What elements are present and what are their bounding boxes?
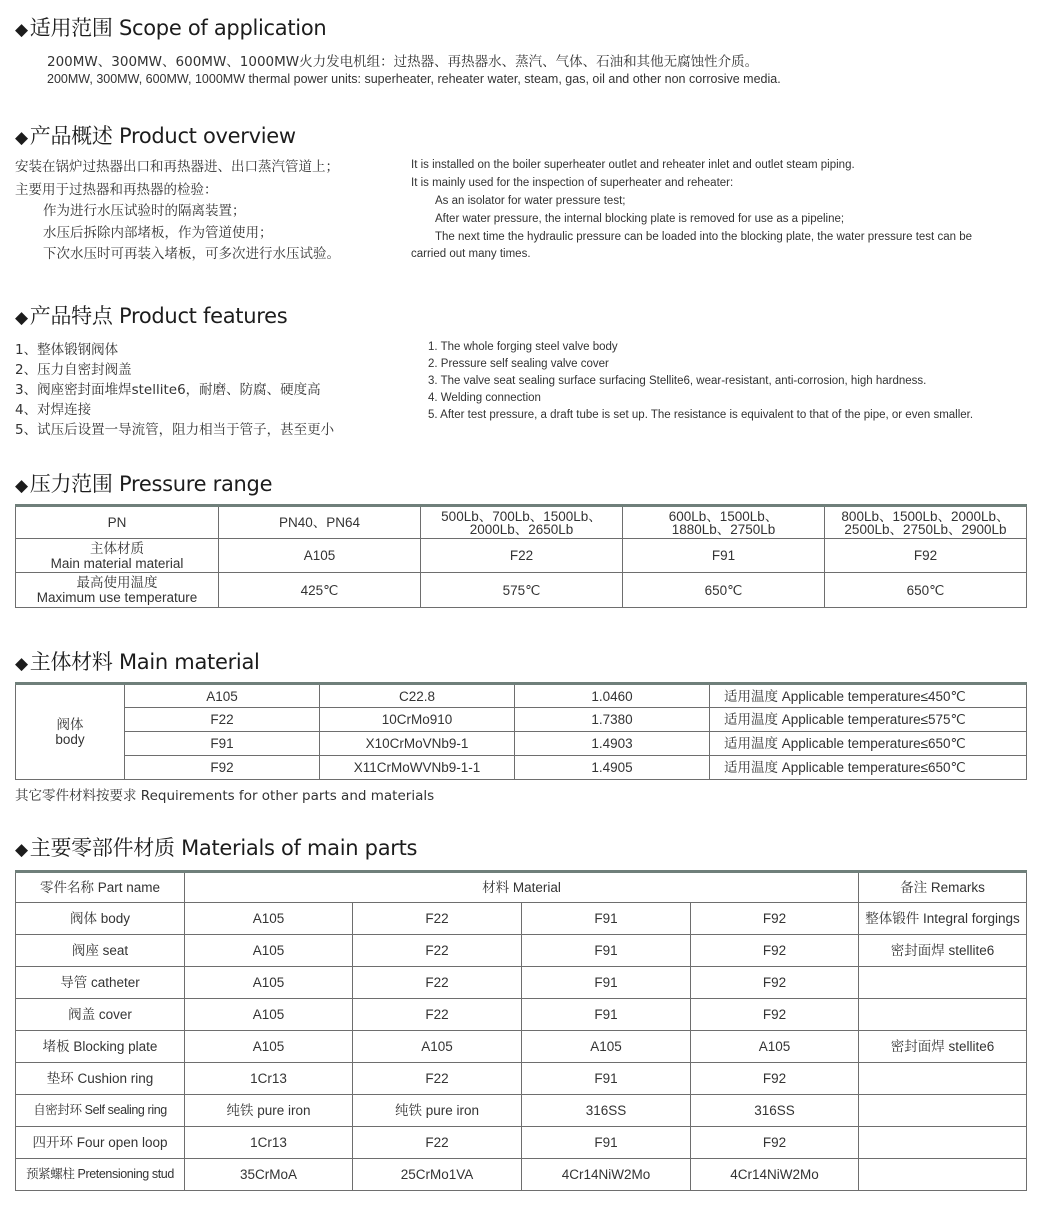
table-cell: PN — [16, 506, 219, 539]
main-material-table — [15, 682, 1027, 780]
section-title-main-material: ◆主体材料 Main material — [15, 650, 260, 674]
table-cell: PN40、PN64 — [219, 506, 421, 539]
table-cell: 1.4905 — [515, 756, 710, 780]
table-header-row — [16, 872, 1027, 903]
table-cell: 600Lb、1500Lb、 1880Lb、2750Lb — [623, 506, 825, 539]
material-cell: 4Cr14NiW2Mo — [691, 1159, 859, 1191]
table-row — [16, 967, 1027, 999]
table-row — [16, 999, 1027, 1031]
table-cell: 适用温度 Applicable temperature≤650℃ — [710, 732, 1027, 756]
table-cell: F22 — [421, 539, 623, 573]
other-parts-note: 其它零件材料按要求 Requirements for other parts and materials — [15, 788, 435, 804]
pressure-table — [15, 504, 1027, 608]
diamond-bullet-icon: ◆ — [15, 128, 28, 148]
overview-cn-line: 水压后拆除内部堵板，作为管道使用； — [43, 225, 273, 241]
feature-en-line: 3. The valve seat sealing surface surfacing Stellite6, wear-resistant, anti-corrosion, high hardness. — [428, 375, 927, 387]
diamond-bullet-icon: ◆ — [15, 20, 28, 40]
table-cell: F92 — [125, 756, 320, 780]
part-name-cell: 阀体 body — [16, 903, 185, 935]
table-row — [16, 573, 1027, 608]
section-title-overview: ◆产品概述 Product overview — [15, 124, 296, 148]
overview-cn-line: 作为进行水压试验时的隔离装置； — [43, 203, 246, 219]
header-remarks: 备注 Remarks — [859, 872, 1027, 903]
material-cell: 25CrMo1VA — [353, 1159, 522, 1191]
body-label-cell: 阀体 body — [16, 684, 125, 780]
material-cell: F91 — [522, 1127, 691, 1159]
overview-en-line: After water pressure, the internal blocking plate is removed for use as a pipeline; — [435, 213, 845, 225]
table-cell: 适用温度 Applicable temperature≤650℃ — [710, 756, 1027, 780]
feature-en-line: 1. The whole forging steel valve body — [428, 341, 618, 353]
header-material: 材料 Material — [185, 872, 859, 903]
material-cell: F92 — [691, 967, 859, 999]
feature-en-line: 5. After test pressure, a draft tube is set up. The resistance is equivalent to that of the pipe, or even smaller. — [428, 409, 974, 421]
material-cell: A105 — [185, 1031, 353, 1063]
material-cell: F92 — [691, 1127, 859, 1159]
table-row — [16, 539, 1027, 573]
part-name-cell: 四开环 Four open loop — [16, 1127, 185, 1159]
material-cell: 316SS — [691, 1095, 859, 1127]
remark-cell — [859, 967, 1027, 999]
remark-cell — [859, 1127, 1027, 1159]
feature-cn-line: 4、对焊连接 — [15, 402, 92, 418]
table-cell: 适用温度 Applicable temperature≤575℃ — [710, 708, 1027, 732]
remark-cell — [859, 1095, 1027, 1127]
material-cell: F22 — [353, 999, 522, 1031]
scope-text-cn: 200MW、300MW、600MW、1000MW火力发电机组：过热器、再热器水、蒸汽、气体、石油和其他无腐蚀性介质。 — [47, 54, 759, 70]
part-name-cell: 垫环 Cushion ring — [16, 1063, 185, 1095]
remark-cell: 密封面焊 stellite6 — [859, 935, 1027, 967]
material-cell: F91 — [522, 935, 691, 967]
table-row — [16, 756, 1027, 780]
table-cell: F92 — [825, 539, 1027, 573]
table-row — [16, 935, 1027, 967]
material-cell: 纯铁 pure iron — [353, 1095, 522, 1127]
material-cell: 1Cr13 — [185, 1127, 353, 1159]
table-cell: F22 — [125, 708, 320, 732]
material-cell: A105 — [185, 967, 353, 999]
material-cell: A105 — [185, 935, 353, 967]
part-name-cell: 堵板 Blocking plate — [16, 1031, 185, 1063]
material-cell: A105 — [185, 999, 353, 1031]
material-cell: 4Cr14NiW2Mo — [522, 1159, 691, 1191]
section-title-pressure: ◆压力范围 Pressure range — [15, 472, 273, 496]
table-cell: A105 — [125, 684, 320, 708]
material-cell: F91 — [522, 967, 691, 999]
table-row — [16, 708, 1027, 732]
material-cell: F91 — [522, 999, 691, 1031]
material-cell: F91 — [522, 903, 691, 935]
material-cell: F22 — [353, 1127, 522, 1159]
diamond-bullet-icon: ◆ — [15, 840, 28, 860]
material-cell: 35CrMoA — [185, 1159, 353, 1191]
section-title-parts: ◆主要零部件材质 Materials of main parts — [15, 836, 418, 860]
material-cell: F92 — [691, 935, 859, 967]
part-name-cell: 阀盖 cover — [16, 999, 185, 1031]
table-cell: C22.8 — [320, 684, 515, 708]
table-cell: 575℃ — [421, 573, 623, 608]
material-cell: F92 — [691, 999, 859, 1031]
table-cell: 800Lb、1500Lb、2000Lb、 2500Lb、2750Lb、2900Lb — [825, 506, 1027, 539]
overview-en-line: The next time the hydraulic pressure can be loaded into the blocking plate, the water pressure test can be — [435, 231, 972, 243]
diamond-bullet-icon: ◆ — [15, 308, 28, 328]
material-cell: F91 — [522, 1063, 691, 1095]
section-title-scope: ◆适用范围 Scope of application — [15, 16, 327, 40]
table-row — [16, 1127, 1027, 1159]
overview-cn-line: 安装在锅炉过热器出口和再热器进、出口蒸汽管道上； — [15, 159, 339, 175]
overview-en-line: It is mainly used for the inspection of superheater and reheater: — [411, 177, 734, 189]
diamond-bullet-icon: ◆ — [15, 654, 28, 674]
table-row — [16, 1031, 1027, 1063]
table-cell: 1.0460 — [515, 684, 710, 708]
material-cell: A105 — [691, 1031, 859, 1063]
overview-en-line: carried out many times. — [411, 248, 531, 260]
part-name-cell: 阀座 seat — [16, 935, 185, 967]
remark-cell: 整体锻件 Integral forgings — [859, 903, 1027, 935]
feature-en-line: 4. Welding connection — [428, 392, 541, 404]
table-row — [16, 1063, 1027, 1095]
feature-cn-line: 1、整体锻钢阀体 — [15, 342, 119, 358]
feature-cn-line: 3、阀座密封面堆焊stellite6，耐磨、防腐、硬度高 — [15, 382, 321, 398]
material-cell: 316SS — [522, 1095, 691, 1127]
material-cell: F92 — [691, 1063, 859, 1095]
table-cell: 适用温度 Applicable temperature≤450℃ — [710, 684, 1027, 708]
part-name-cell: 预紧螺柱 Pretensioning stud — [16, 1159, 185, 1191]
scope-text-en: 200MW, 300MW, 600MW, 1000MW thermal power units: superheater, reheater water, steam, gas, oil and other non corrosive media. — [47, 72, 781, 86]
section-title-features: ◆产品特点 Product features — [15, 304, 288, 328]
material-cell: 纯铁 pure iron — [185, 1095, 353, 1127]
table-row — [16, 1095, 1027, 1127]
material-cell: F22 — [353, 967, 522, 999]
table-cell: 650℃ — [825, 573, 1027, 608]
table-cell: 1.7380 — [515, 708, 710, 732]
table-cell: 650℃ — [623, 573, 825, 608]
table-cell: F91 — [125, 732, 320, 756]
table-cell: X11CrMoWVNb9-1-1 — [320, 756, 515, 780]
table-cell: 425℃ — [219, 573, 421, 608]
table-cell: F91 — [623, 539, 825, 573]
remark-cell — [859, 999, 1027, 1031]
table-row — [16, 903, 1027, 935]
material-cell: 1Cr13 — [185, 1063, 353, 1095]
material-cell: F22 — [353, 1063, 522, 1095]
table-cell: 最高使用温度 Maximum use temperature — [16, 573, 219, 608]
remark-cell — [859, 1063, 1027, 1095]
header-part-name: 零件名称 Part name — [16, 872, 185, 903]
material-cell: A105 — [185, 903, 353, 935]
diamond-bullet-icon: ◆ — [15, 476, 28, 496]
material-cell: F22 — [353, 903, 522, 935]
part-name-cell: 自密封环 Self sealing ring — [16, 1095, 185, 1127]
table-row — [16, 684, 1027, 708]
part-name-cell: 导管 catheter — [16, 967, 185, 999]
remark-cell — [859, 1159, 1027, 1191]
material-cell: F22 — [353, 935, 522, 967]
material-cell: F92 — [691, 903, 859, 935]
table-row — [16, 732, 1027, 756]
parts-table — [15, 870, 1027, 1191]
feature-en-line: 2. Pressure self sealing valve cover — [428, 358, 609, 370]
table-cell: 1.4903 — [515, 732, 710, 756]
table-cell: 主体材质 Main material material — [16, 539, 219, 573]
material-cell: A105 — [353, 1031, 522, 1063]
overview-cn-line: 主要用于过热器和再热器的检验： — [15, 182, 218, 198]
overview-en-line: It is installed on the boiler superheater outlet and reheater inlet and outlet steam piping. — [411, 159, 855, 171]
table-cell: 10CrMo910 — [320, 708, 515, 732]
table-row — [16, 506, 1027, 539]
table-cell: X10CrMoVNb9-1 — [320, 732, 515, 756]
table-row — [16, 1159, 1027, 1191]
material-cell: A105 — [522, 1031, 691, 1063]
table-cell: A105 — [219, 539, 421, 573]
feature-cn-line: 2、压力自密封阀盖 — [15, 362, 132, 378]
feature-cn-line: 5、试压后设置一导流管，阻力相当于管子，甚至更小 — [15, 422, 335, 438]
remark-cell: 密封面焊 stellite6 — [859, 1031, 1027, 1063]
overview-cn-line: 下次水压时可再装入堵板，可多次进行水压试验。 — [43, 246, 340, 262]
overview-en-line: As an isolator for water pressure test; — [435, 195, 626, 207]
table-cell: 500Lb、700Lb、1500Lb、 2000Lb、2650Lb — [421, 506, 623, 539]
